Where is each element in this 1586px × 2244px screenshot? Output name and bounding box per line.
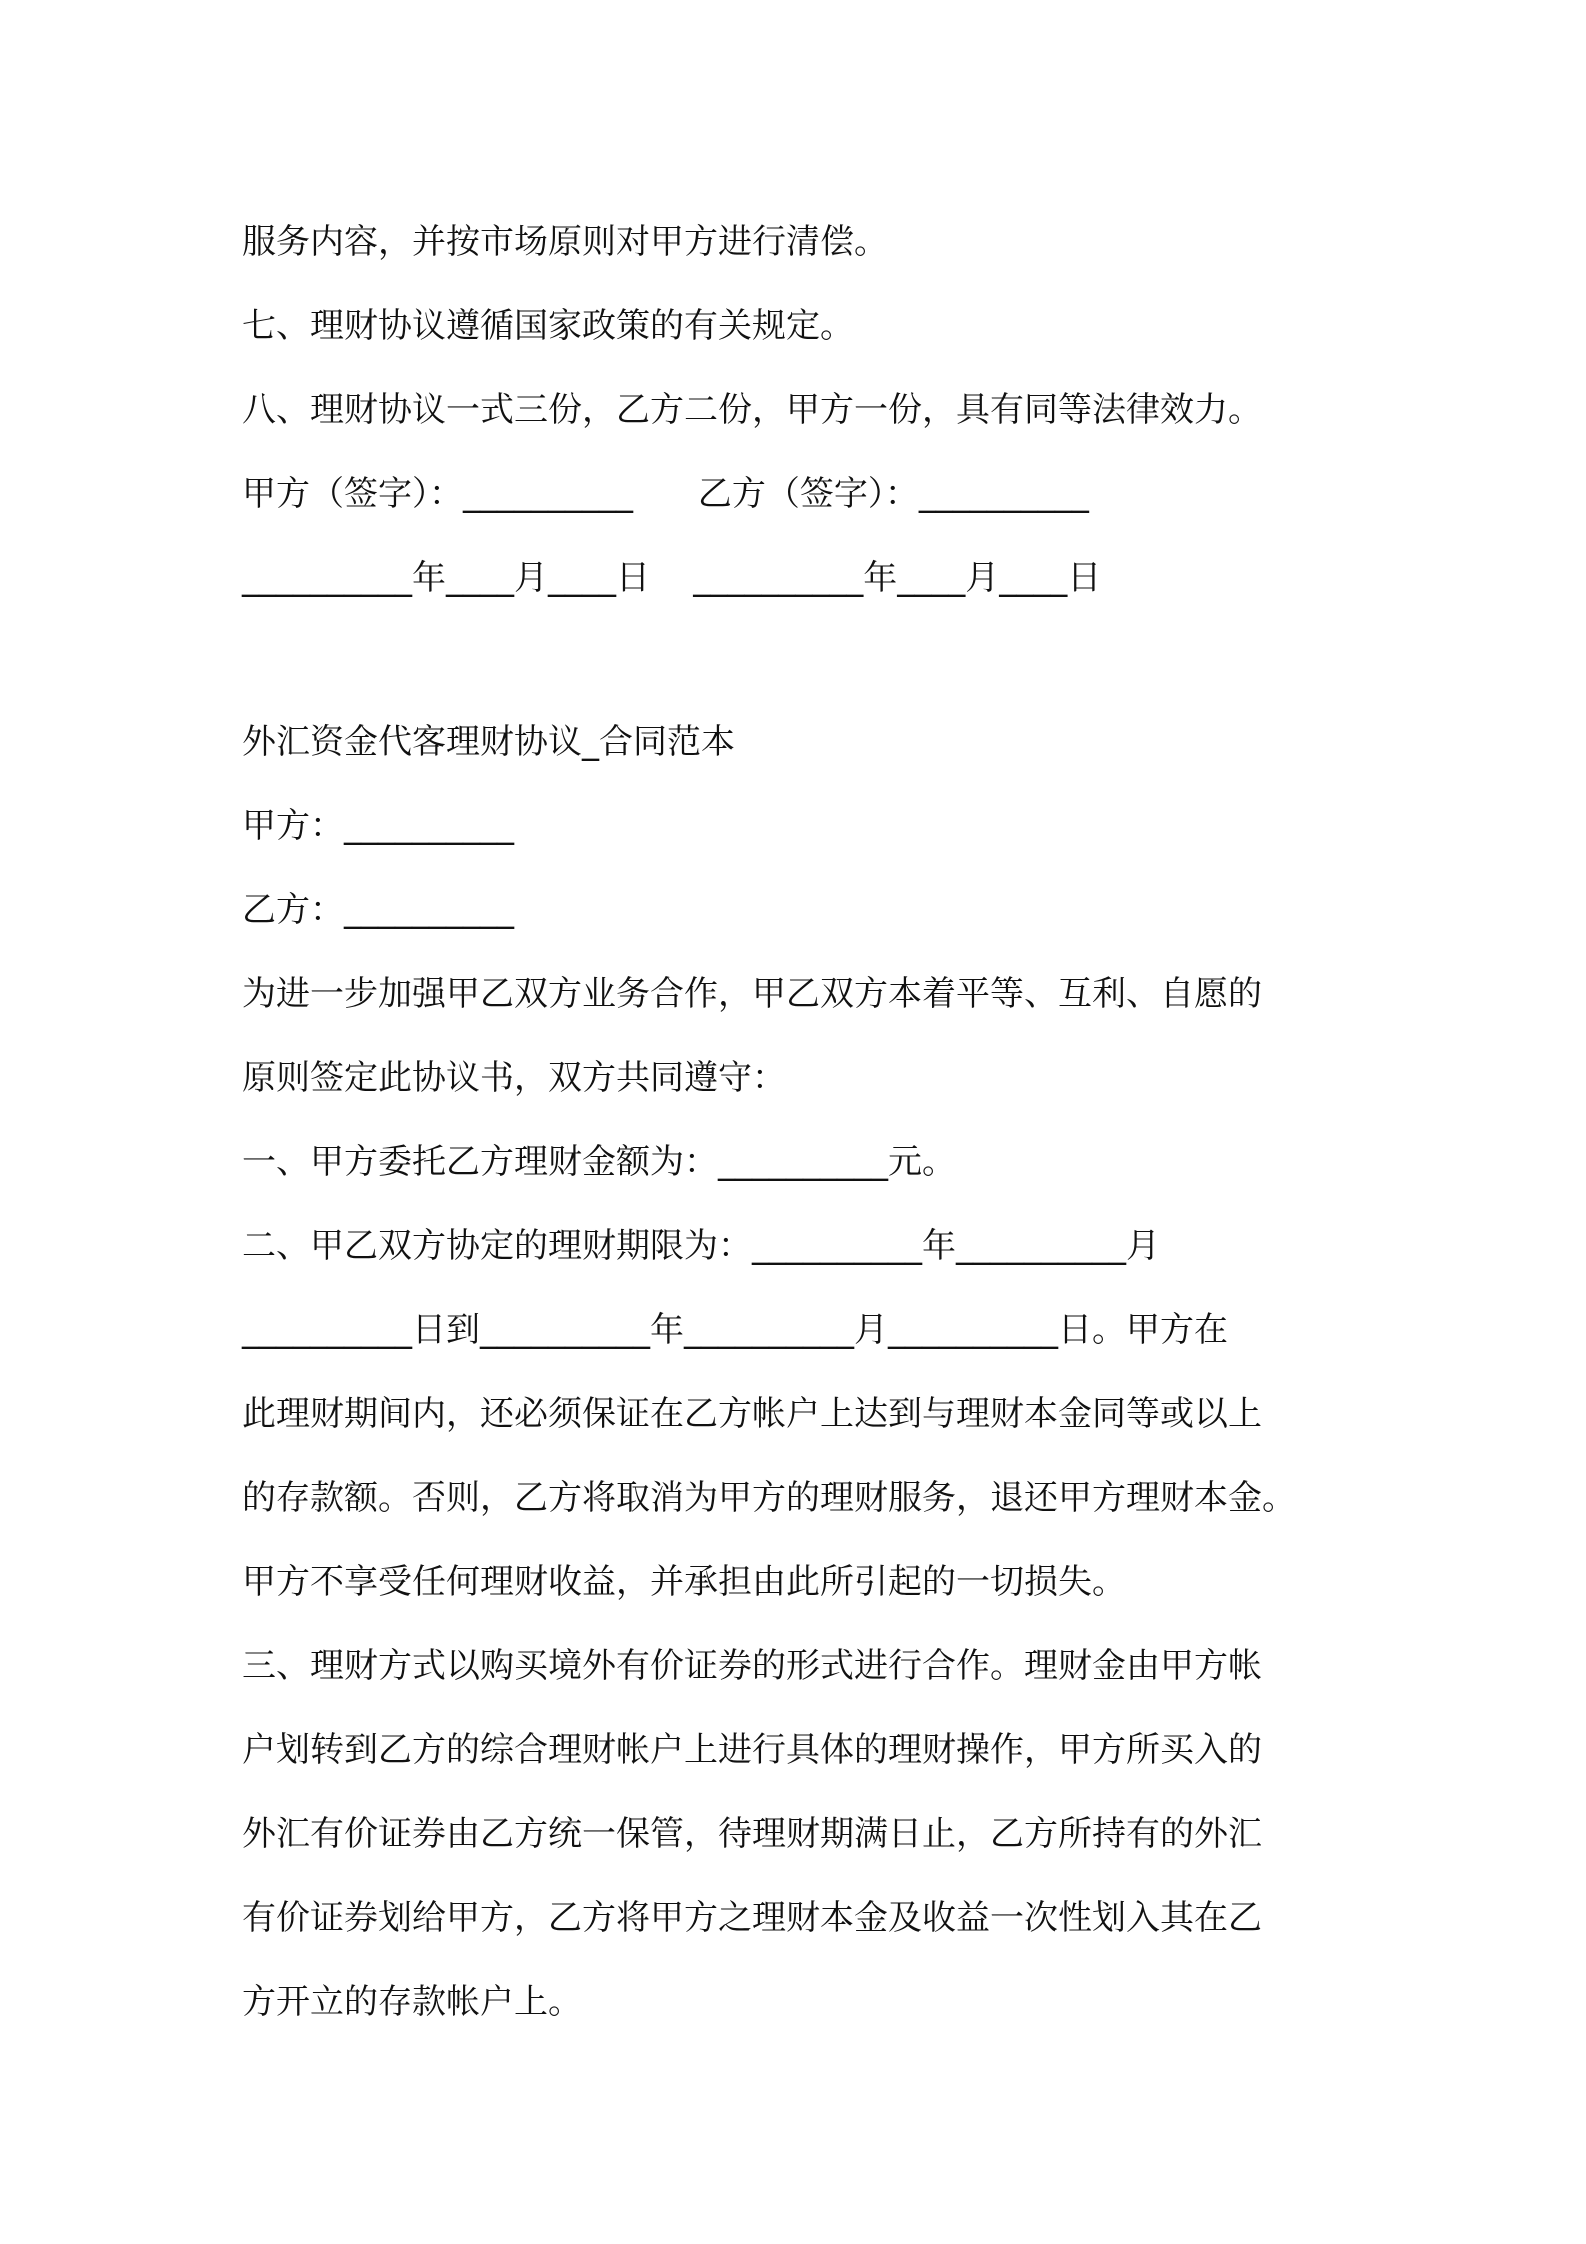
signature-line: 甲方（签字）：__________ 乙方（签字）：__________ — [242, 474, 1089, 514]
clause-three-line: 有价证券划给甲方，乙方将甲方之理财本金及收益一次性划入其在乙 — [242, 1898, 1262, 1938]
section-gap — [242, 620, 1362, 700]
clause-eight: 八、理财协议一式三份，乙方二份，甲方一份，具有同等法律效力。 — [242, 390, 1262, 430]
clause-three-line: 户划转到乙方的综合理财帐户上进行具体的理财操作，甲方所买入的 — [242, 1730, 1262, 1770]
preamble-line: 为进一步加强甲乙双方业务合作，甲乙双方本着平等、互利、自愿的 — [242, 974, 1262, 1014]
clause-two-line: __________日到__________年__________月__________日。甲方在 — [242, 1310, 1228, 1350]
document-content — [242, 200, 1362, 2044]
clause-three: 三、理财方式以购买境外有价证券的形式进行合作。理财金由甲方帐 — [242, 1646, 1262, 1686]
document-title: 外汇资金代客理财协议_合同范本 — [242, 722, 735, 762]
top-section — [242, 200, 1362, 620]
text-line: 服务内容，并按市场原则对甲方进行清偿。 — [242, 222, 888, 262]
party-b-line: 乙方：__________ — [242, 890, 514, 930]
body-section — [242, 784, 1362, 2044]
party-a-line: 甲方：__________ — [242, 806, 514, 846]
clause-seven: 七、理财协议遵循国家政策的有关规定。 — [242, 306, 854, 346]
clause-two: 二、甲乙双方协定的理财期限为：__________年__________月 — [242, 1226, 1160, 1266]
preamble-line: 原则签定此协议书，双方共同遵守： — [242, 1058, 786, 1098]
clause-three-line: 外汇有价证券由乙方统一保管，待理财期满日止，乙方所持有的外汇 — [242, 1814, 1262, 1854]
clause-two-line: 甲方不享受任何理财收益，并承担由此所引起的一切损失。 — [242, 1562, 1126, 1602]
clause-two-line: 此理财期间内，还必须保证在乙方帐户上达到与理财本金同等或以上 — [242, 1394, 1262, 1434]
clause-one: 一、甲方委托乙方理财金额为：__________元。 — [242, 1142, 956, 1182]
clause-three-line: 方开立的存款帐户上。 — [242, 1982, 582, 2022]
clause-two-line: 的存款额。否则，乙方将取消为甲方的理财服务，退还甲方理财本金。 — [242, 1478, 1296, 1518]
date-line: __________年____月____日 __________年____月____日 — [242, 558, 1102, 598]
